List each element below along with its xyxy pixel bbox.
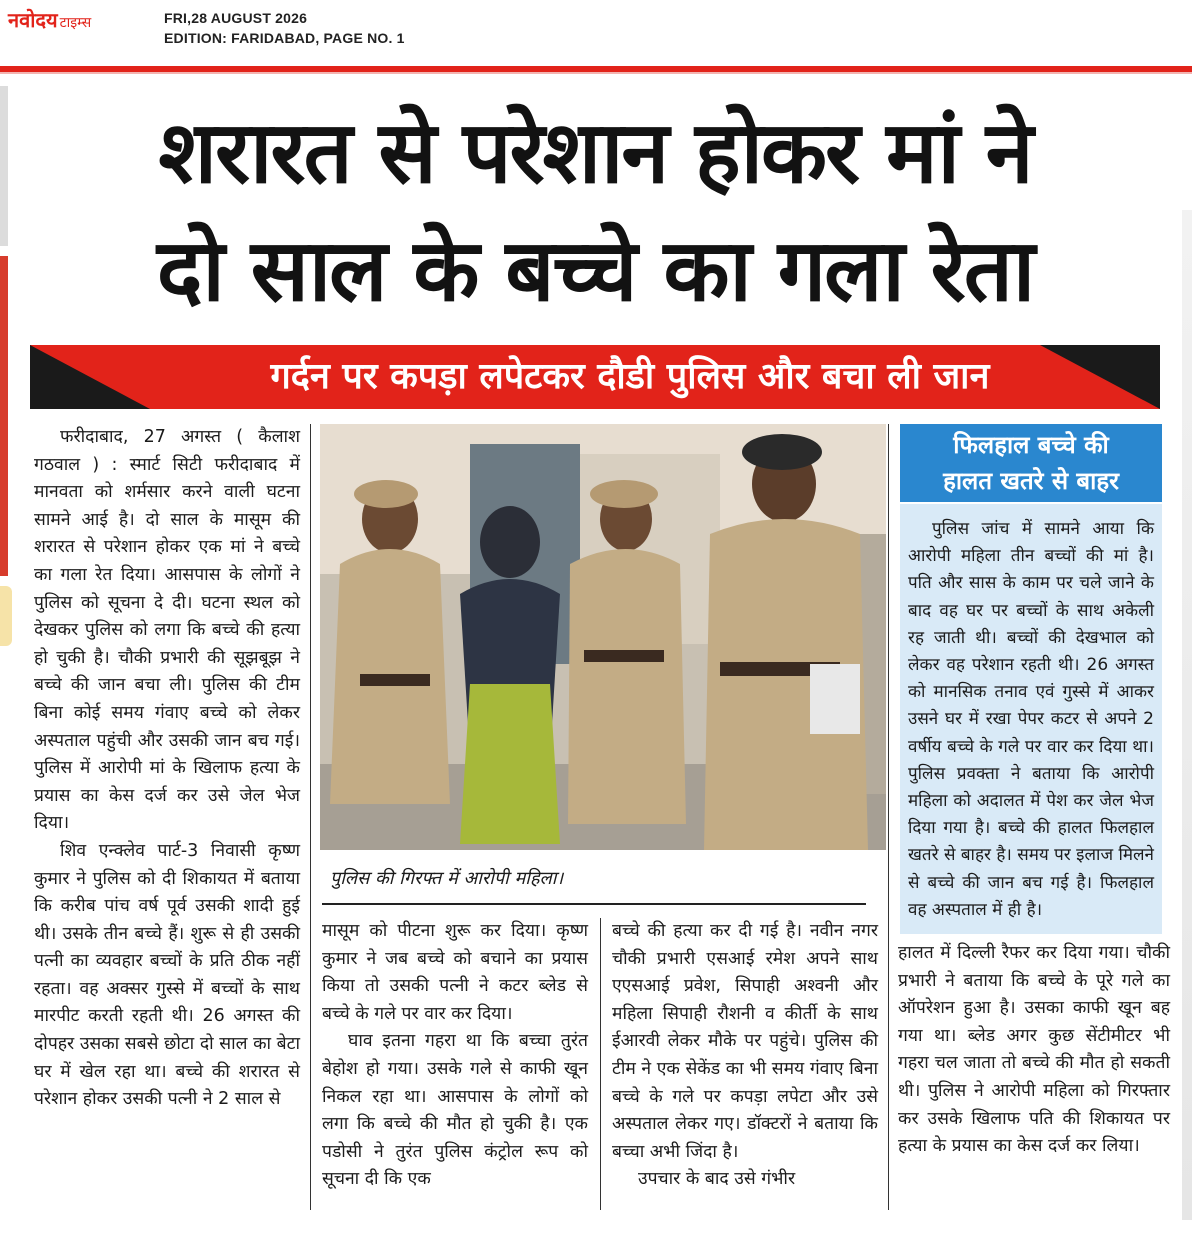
masthead [0,0,1192,64]
paragraph: बच्चे की हत्या कर दी गई है। नवीन नगर चौकी प्रभारी एसआई रमेश अपने साथ एएसआई प्रवेश, सिपाही अश्वनी और महिला सिपाही रौशनी व कीर्ती के साथ ईआरवी लेकर मौके पर पहुंचे। पुलिस की टीम ने एक सेकेंड का भी समय गंवाए बिना बच्चे के गले पर कपड़ा लपेटा और उसे अस्पताल लेकर गए। डॉक्टरों ने बताया कि बच्चा अभी जिंदा है। [612,921,878,1162]
paragraph: फरीदाबाद, 27 अगस्त ( कैलाश गठवाल ) : स्मार्ट सिटी फरीदाबाद में मानवता को शर्मसार करने वाली घटना सामने आई है। दो साल के मासूम की शरारत से परेशान होकर एक मां ने बच्चे का गला रेत दिया। आसपास के लोगों ने पुलिस को सूचना दे दी। घटना स्थल को देखकर पुलिस को लगा कि बच्चे की हत्या हो चुकी है। चौकी प्रभारी की सूझबूझ ने बच्चे की जान बचा ली। पुलिस की टीम बिना कोई समय गंवाए बच्चे को लेकर अस्पताल पहुंची और उसकी जान बच गई। पुलिस में आरोपी मां के खिलाफ हत्या के प्रयास का केस दर्ज कर उसे जेल भेज दिया। [34,427,300,834]
headline-line-1: शरारत से परेशान होकर मां ने [158,103,1032,203]
edition-line: EDITION: FARIDABAD, PAGE NO. 1 [164,30,405,46]
article-column-3 [612,918,878,1194]
column-divider [888,424,889,1210]
caption-rule [322,903,866,905]
subheadline-banner [30,345,1160,409]
sidebar-title-line-1: फिलहाल बच्चे की [953,431,1109,459]
logo-sub: टाइम्स [59,15,92,31]
subheadline: गर्दन पर कपड़ा लपेटकर दौडी पुलिस और बचा ली जान [270,356,990,397]
sidebar-heading [900,424,1162,502]
newspaper-logo [8,6,91,32]
paragraph: घाव इतना गहरा था कि बच्चा तुरंत बेहोश हो गया। उसके गले से काफी खून निकल रहा था। आसपास के लोगों को लगा कि बच्चे की मौत हो चुकी है। एक पडोसी ने तुरंत पुलिस कंट्रोल रूप को सूचना दी कि एक [322,1031,588,1190]
article-column-2 [322,918,588,1194]
paragraph: मासूम को पीटना शुरू कर दिया। कृष्ण कुमार ने जब बच्चे को बचाने का प्रयास किया तो उसकी पत्नी ने कटर ब्लेड से बच्चे के गले पर वार कर दिया। [322,921,588,1024]
article-photo [320,424,886,850]
column-divider [600,918,601,1210]
top-pink-rule [0,72,1192,74]
paragraph: शिव एन्क्लेव पार्ट-3 निवासी कृष्ण कुमार ने पुलिस को दी शिकायत में बताया कि करीब पांच वर्ष पूर्व उसकी शादी हुई थी। उसके तीन बच्चे हैं। शुरू से ही उसकी पत्नी का व्यवहार बच्चों के प्रति ठीक नहीं रहता। वह अक्सर गुस्से में बच्चों के साथ मारपीट करती रहती थी। 26 अगस्त की दोपहर उसका सबसे छोटा दो साल का बेटा घर में खेल रहा था। बच्चे की शरारत से परेशान होकर उसकी पत्नी ने 2 साल से [34,840,300,1110]
sidebar-paragraph: पुलिस जांच में सामने आया कि आरोपी महिला तीन बच्चों की मां है। पति और सास के काम पर चले जाने के बाद वह घर पर बच्चों के साथ अकेली रह जाती थी। बच्चों की देखभाल को लेकर वह परेशान रहती थी। 26 अगस्त को मानसिक तनाव एवं गुस्से में आकर उसने घर में रखा पेपर कटर से अपने 2 वर्षीय बच्चे के गले पर वार कर दिया था। पुलिस प्रवक्ता ने बताया कि आरोपी महिला को अदालत में पेश कर जेल भेज दिया गया है। बच्चे की हालत फिलहाल खतरे से बाहर है। समय पर इलाज मिलने से बच्चे की जान बच गई है। फिलहाल वह अस्पताल में ही है। [908,519,1154,920]
photo-caption: पुलिस की गिरफ्त में आरोपी महिला। [330,868,564,889]
article-column-4 [898,940,1170,1161]
sidebar-title-line-2: हालत खतरे से बाहर [943,467,1119,495]
edition-info [164,8,405,48]
headline [20,94,1170,330]
sidebar-text [908,516,1154,924]
headline-line-2: दो साल के बच्चे का गला रेता [156,221,1034,321]
adjacent-page-edge-right [1182,210,1192,1220]
article-column-1 [34,424,300,1114]
column-divider [310,424,311,1210]
adjacent-page-edge-left [0,86,8,1239]
paragraph: हालत में दिल्ली रैफर कर दिया गया। चौकी प्रभारी ने बताया कि बच्चे के पूरे गले का ऑपरेशन हुआ है। उसका काफी खून बह गया था। ब्लेड अगर कुछ सेंटीमीटर भी गहरा चल जाता तो बच्चे की मौत हो सकती थी। पुलिस ने आरोपी महिला को गिरफ्तार कर उसके खिलाफ पति की शिकायत पर हत्या के प्रयास का केस दर्ज कर लिया। [898,943,1170,1157]
logo-main: नवोदय [8,8,58,32]
date-line: FRI,28 AUGUST 2026 [164,10,308,26]
paragraph: उपचार के बाद उसे गंभीर [638,1169,796,1190]
